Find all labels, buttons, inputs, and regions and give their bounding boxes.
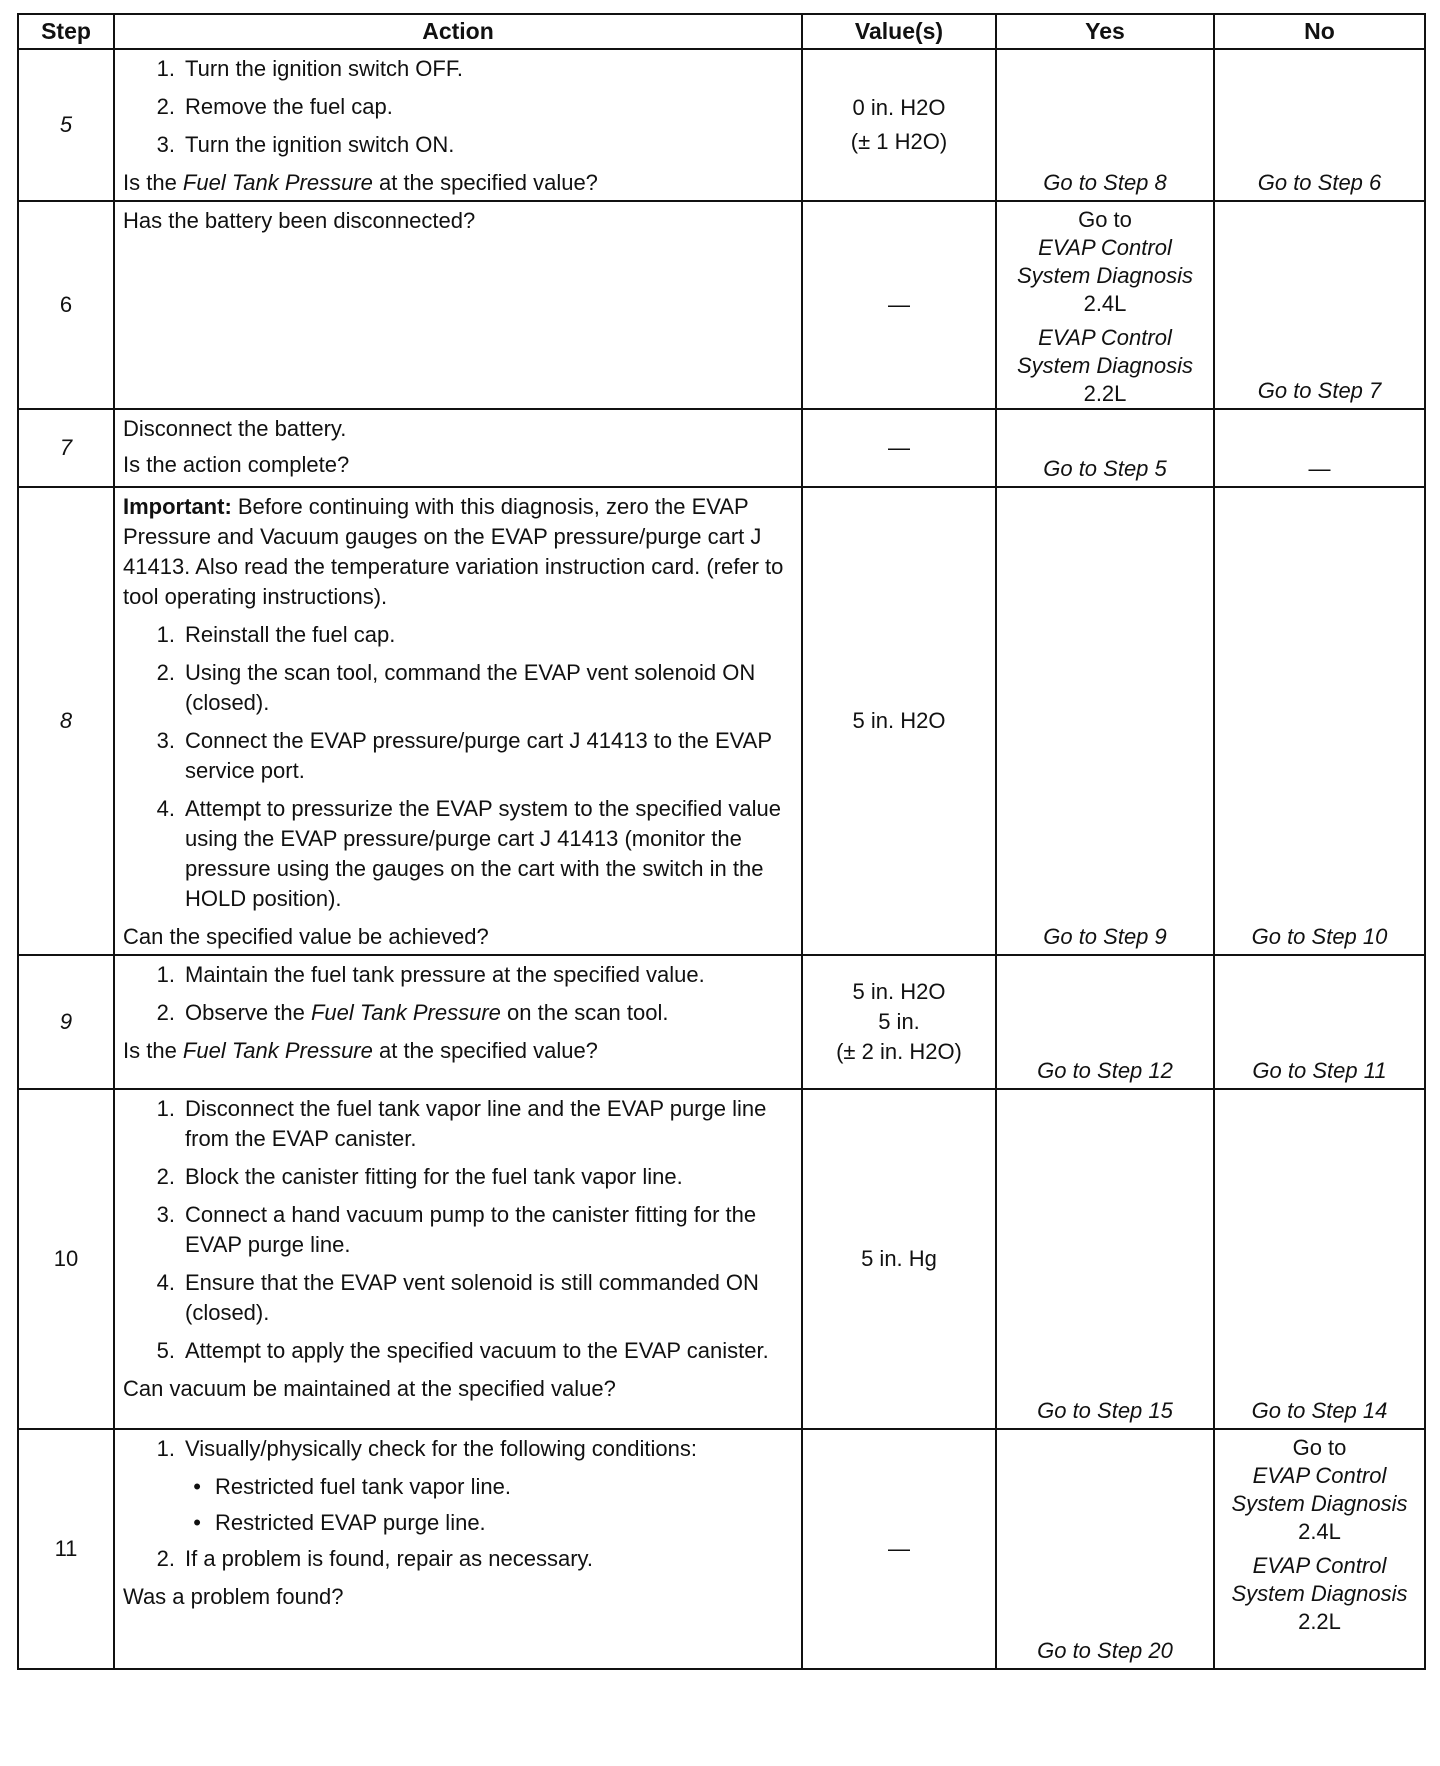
action-item: Maintain the fuel tank pressure at the specified value. [185, 962, 705, 987]
value-text: 5 in. [878, 1009, 920, 1034]
action-question: Is the Fuel Tank Pressure at the specified value? [123, 170, 598, 195]
col-header-step: Step [18, 14, 114, 49]
action-item: Visually/physically check for the following conditions: [185, 1436, 697, 1461]
col-header-action: Action [114, 14, 802, 49]
important-note: Important: Before continuing with this diagnosis, zero the EVAP Pressure and Vacuum gauges on the EVAP pressure/purge cart J 41413. Also read the temperature variation instruction card. (refer to tool operating instructions). [123, 494, 784, 609]
action-item: Reinstall the fuel cap. [185, 622, 396, 647]
bullet-item: Restricted EVAP purge line. [215, 1510, 486, 1535]
action-item: Attempt to pressurize the EVAP system to the specified value using the EVAP pressure/purge cart J 41413 (monitor the pressure using the gauges on the cart with the switch in the HOLD position). [185, 796, 781, 911]
no-cell [1214, 409, 1425, 487]
step-number: 9 [18, 955, 114, 1089]
link-evap-diagnosis-2-2l[interactable]: System Diagnosis [1016, 353, 1194, 378]
link-evap-diagnosis-2-4l[interactable]: System Diagnosis [1231, 1491, 1408, 1516]
step-number: 10 [18, 1089, 114, 1429]
table-row-step-7 [18, 409, 1425, 487]
no-cell [1214, 201, 1425, 409]
yes-cell [996, 409, 1214, 487]
yes-cell [996, 1429, 1214, 1669]
link-evap-diagnosis-2-4l[interactable]: EVAP Control [1038, 235, 1172, 260]
no-cell [1214, 955, 1425, 1089]
value-cell [802, 409, 996, 487]
link-evap-diagnosis-2-4l[interactable]: EVAP Control [1252, 1463, 1387, 1488]
no-goto-step: Go to Step 7 [1257, 378, 1382, 403]
action-question: Was a problem found? [123, 1584, 344, 1609]
col-header-no: No [1214, 14, 1425, 49]
action-item: Turn the ignition switch OFF. [185, 56, 463, 81]
value-dash: — [888, 435, 910, 460]
action-item: Using the scan tool, command the EVAP vent solenoid ON (closed). [185, 660, 756, 715]
col-header-yes: Yes [996, 14, 1214, 49]
value-cell [802, 49, 996, 201]
header-row [18, 14, 1425, 49]
value-text: 5 in. H2O [852, 979, 946, 1004]
action-question: Can vacuum be maintained at the specified value? [123, 1376, 616, 1401]
table-row-step-9 [18, 955, 1425, 1089]
no-goto-diagnosis: Go to EVAP Control System Diagnosis 2.4L EVAP Control System Diagnosis 2.2L [1215, 1430, 1424, 1636]
yes-cell [996, 49, 1214, 201]
no-goto-step: Go to Step 14 [1251, 1398, 1388, 1423]
action-item: Attempt to apply the specified vacuum to the EVAP canister. [185, 1338, 769, 1363]
action-item: Disconnect the fuel tank vapor line and the EVAP purge line from the EVAP canister. [185, 1096, 767, 1151]
action-item: Ensure that the EVAP vent solenoid is still commanded ON (closed). [185, 1270, 759, 1325]
value-text: 5 in. H2O [852, 708, 946, 733]
action-cell: 1. Disconnect the fuel tank vapor line and the EVAP purge line from the EVAP canister. 2. Block the canister fitting for the fuel tank vapor line. 3. Connect a hand vacuum pump to the canister fitting for the EVAP purge line. 4. Ensure that the EVAP vent solenoid is still commanded ON (closed). 5. Attempt to apply the specified vacuum to the EVAP canister. Can vacuum be maintained at the specified value? [114, 1089, 802, 1429]
action-cell: 1. Maintain the fuel tank pressure at the specified value. 2. Observe the Fuel Tank Pressure on the scan tool. Is the Fuel Tank Pressure at the specified value? [114, 955, 802, 1089]
table-row-step-8 [18, 487, 1425, 955]
action-cell [114, 201, 802, 409]
yes-goto-diagnosis: Go to EVAP Control System Diagnosis 2.4L EVAP Control System Diagnosis 2.2L [997, 202, 1213, 408]
value-tolerance: (± 2 in. H2O) [836, 1039, 962, 1064]
action-cell: 1. Turn the ignition switch OFF. 2. Remove the fuel cap. 3. Turn the ignition switch ON. Is the Fuel Tank Pressure at the specified value? [114, 49, 802, 201]
table-row-step-5 [18, 49, 1425, 201]
step-number: 8 [18, 487, 114, 955]
step-number: 5 [18, 49, 114, 201]
value-cell [802, 1089, 996, 1429]
diagnostic-table [17, 13, 1426, 1670]
value-cell [802, 487, 996, 955]
value-cell [802, 955, 996, 1089]
action-text: Disconnect the battery. [123, 416, 347, 441]
table-row-step-6 [18, 201, 1425, 409]
value-dash: — [888, 1536, 910, 1561]
action-question: Is the action complete? [123, 452, 350, 477]
action-item: Observe the Fuel Tank Pressure on the scan tool. [185, 1000, 669, 1025]
yes-goto-step: Go to Step 12 [1037, 1058, 1173, 1083]
value-cell [802, 201, 996, 409]
link-evap-diagnosis-2-2l[interactable]: EVAP Control [1252, 1553, 1387, 1578]
value-tolerance: (± 1 H2O) [850, 129, 948, 154]
yes-goto-step: Go to Step 20 [1037, 1638, 1173, 1663]
action-item: Turn the ignition switch ON. [185, 132, 455, 157]
action-item: Connect a hand vacuum pump to the canister fitting for the EVAP purge line. [185, 1202, 757, 1257]
table-row-step-11 [18, 1429, 1425, 1669]
no-goto-step: Go to Step 10 [1251, 924, 1388, 949]
link-evap-diagnosis-2-4l[interactable]: System Diagnosis [1016, 263, 1194, 288]
no-cell [1214, 1089, 1425, 1429]
no-cell [1214, 1429, 1425, 1669]
bullet-item: Restricted fuel tank vapor line. [215, 1474, 511, 1499]
action-question: Has the battery been disconnected? [123, 208, 476, 233]
col-header-values: Value(s) [802, 14, 996, 49]
yes-cell [996, 487, 1214, 955]
action-question: Is the Fuel Tank Pressure at the specified value? [123, 1038, 598, 1063]
action-question: Can the specified value be achieved? [123, 924, 489, 949]
value-cell [802, 1429, 996, 1669]
step-number: 6 [18, 201, 114, 409]
yes-cell [996, 955, 1214, 1089]
value-text: 0 in. H2O [852, 95, 946, 120]
value-text: 5 in. Hg [861, 1246, 937, 1271]
yes-goto-step: Go to Step 9 [1043, 924, 1167, 949]
link-evap-diagnosis-2-2l[interactable]: System Diagnosis [1231, 1581, 1408, 1606]
action-cell [114, 409, 802, 487]
yes-cell [996, 1089, 1214, 1429]
no-dash: — [1308, 456, 1331, 481]
yes-cell [996, 201, 1214, 409]
action-item: If a problem is found, repair as necessary. [185, 1546, 594, 1571]
action-item: Connect the EVAP pressure/purge cart J 41413 to the EVAP service port. [185, 728, 772, 783]
step-number: 11 [18, 1429, 114, 1669]
no-cell [1214, 49, 1425, 201]
action-item: Block the canister fitting for the fuel tank vapor line. [185, 1164, 683, 1189]
action-item: Remove the fuel cap. [185, 94, 393, 119]
yes-goto-step: Go to Step 15 [1037, 1398, 1173, 1423]
no-goto-step: Go to Step 6 [1257, 170, 1382, 195]
yes-goto-step: Go to Step 5 [1043, 456, 1167, 481]
step-number: 7 [18, 409, 114, 487]
table-row-step-10 [18, 1089, 1425, 1429]
no-cell [1214, 487, 1425, 955]
yes-goto-step: Go to Step 8 [1043, 170, 1167, 195]
action-cell: Important: Before continuing with this diagnosis, zero the EVAP Pressure and Vacuum gauges on the EVAP pressure/purge cart J 41413. Also read the temperature variation instruction card. (refer to tool operating instructions). 1. Reinstall the fuel cap. 2. Using the scan tool, command the EVAP vent solenoid ON (closed). 3. Connect the EVAP pressure/purge cart J 41413 to the EVAP service port. 4. Attempt to pressurize the EVAP system to the specified value using the EVAP pressure/purge cart J 41413 (monitor the pressure using the gauges on the cart with the switch in the HOLD position). Can the specified value be achieved? [114, 487, 802, 955]
value-dash: — [888, 292, 910, 317]
action-cell: 1. Visually/physically check for the following conditions: • Restricted fuel tank vapor line. • Restricted EVAP purge line. 2. If a problem is found, repair as necessary. Was a problem found? [114, 1429, 802, 1669]
no-goto-step: Go to Step 11 [1252, 1058, 1387, 1083]
link-evap-diagnosis-2-2l[interactable]: EVAP Control [1038, 325, 1172, 350]
